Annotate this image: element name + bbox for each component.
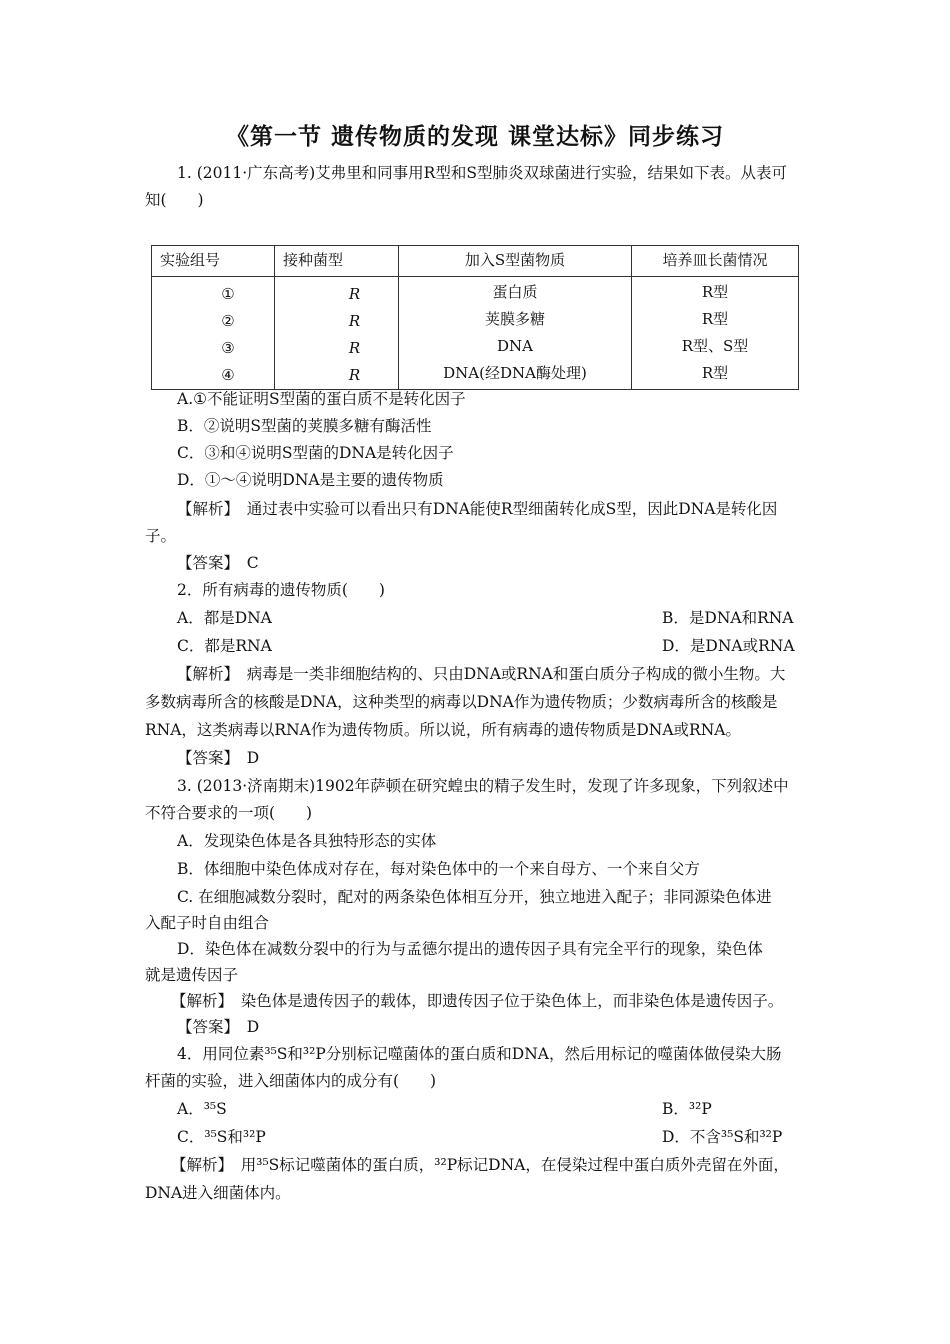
table-body-row [152, 277, 799, 390]
q2-option-b: B．是DNA和RNA [662, 609, 794, 627]
table-header-cell: 培养皿长菌情况 [632, 246, 799, 277]
q4-analysis-line2: DNA进入细菌体内。 [145, 1184, 291, 1202]
q3-stem-line1: 3. (2013·济南期末)1902年萨顿在研究蝗虫的精子发生时，发现了许多现象，下列叙述中 [177, 777, 789, 795]
table-cell: ④ [221, 366, 235, 384]
q1-analysis-line2: 子。 [145, 527, 177, 545]
q4-stem-line1: 4．用同位素³⁵S和³²P分别标记噬菌体的蛋白质和DNA，然后用标记的噬菌体做侵染大肠 [177, 1045, 782, 1063]
table-col-id [152, 277, 275, 390]
table-cell: R型 [701, 283, 729, 301]
table-cell: R [348, 339, 361, 357]
q2-option-a: A．都是DNA [177, 609, 272, 627]
q3-option-c-line2: 入配子时自由组合 [145, 914, 270, 932]
table-cell: R型、S型 [681, 337, 749, 355]
table-cell: R [348, 285, 361, 303]
q4-option-a: A．³⁵S [177, 1100, 227, 1118]
table-header-row [152, 246, 799, 277]
q3-stem-line2: 不符合要求的一项( ) [145, 804, 313, 822]
table-cell: R型 [701, 310, 729, 328]
q3-option-d-line1: D．染色体在减数分裂中的行为与孟德尔提出的遗传因子具有完全平行的现象，染色体 [177, 940, 763, 958]
q2-answer: 【答案】 D [177, 749, 260, 767]
q2-analysis-line3: RNA，这类病毒以RNA作为遗传物质。所以说，所有病毒的遗传物质是DNA或RNA。 [145, 721, 741, 739]
table-cell: ② [221, 312, 235, 330]
q1-stem-line2: 知( ) [145, 191, 204, 209]
table-cell: R [348, 366, 361, 384]
q1-option-d: D．①～④说明DNA是主要的遗传物质 [177, 471, 444, 489]
experiment-table [151, 245, 799, 390]
table-col-type [275, 277, 399, 390]
q3-analysis: 【解析】 染色体是遗传因子的载体，即遗传因子位于染色体上，而非染色体是遗传因子。 [171, 992, 784, 1010]
table-cell: 蛋白质 [492, 283, 538, 301]
q2-analysis-line1: 【解析】 病毒是一类非细胞结构的、只由DNA或RNA和蛋白质分子构成的微小生物。大 [177, 665, 786, 683]
q3-option-d-line2: 就是遗传因子 [145, 966, 239, 984]
q3-option-c-line1: C. 在细胞减数分裂时，配对的两条染色体相互分开，独立地进入配子；非同源染色体进 [177, 888, 772, 906]
table-cell: R [348, 312, 361, 330]
table-cell: ① [221, 285, 235, 303]
table-cell: R型 [701, 364, 729, 382]
q3-option-a: A．发现染色体是各具独特形态的实体 [177, 832, 437, 850]
table-col-added [399, 277, 632, 390]
q2-option-c: C．都是RNA [177, 637, 272, 655]
q1-analysis-line1: 【解析】 通过表中实验可以看出只有DNA能使R型细菌转化成S型，因此DNA是转化因 [177, 500, 778, 518]
table-header-cell: 实验组号 [152, 246, 275, 277]
table-cell: 荚膜多糖 [484, 310, 545, 328]
q4-option-b: B．³²P [662, 1100, 712, 1118]
q4-option-c: C．³⁵S和³²P [177, 1128, 266, 1146]
q4-stem-line2: 杆菌的实验，进入细菌体内的成分有( ) [145, 1072, 437, 1090]
q2-option-d: D．是DNA或RNA [662, 637, 795, 655]
table-cell: DNA(经DNA酶处理) [443, 364, 587, 382]
page-title: 《第一节 遗传物质的发现 课堂达标》同步练习 [225, 124, 724, 150]
table-header-cell: 接种菌型 [275, 246, 399, 277]
q2-analysis-line2: 多数病毒所含的核酸是DNA，这种类型的病毒以DNA作为遗传物质；少数病毒所含的核酸是 [145, 693, 778, 711]
table-col-result [632, 277, 799, 390]
q1-answer: 【答案】 C [177, 554, 259, 572]
q1-stem-line1: 1. (2011·广东高考)艾弗里和同事用R型和S型肺炎双球菌进行实验，结果如下表。从表可 [177, 164, 787, 182]
table-cell: ③ [221, 339, 235, 357]
table-header-cell: 加入S型菌物质 [399, 246, 632, 277]
table-cell: DNA [497, 337, 533, 355]
q1-option-c: C．③和④说明S型菌的DNA是转化因子 [177, 444, 454, 462]
q4-option-d: D．不含³⁵S和³²P [662, 1128, 783, 1146]
q1-option-b: B．②说明S型菌的荚膜多糖有酶活性 [177, 417, 432, 435]
q4-analysis-line1: 【解析】 用³⁵S标记噬菌体的蛋白质，³²P标记DNA，在侵染过程中蛋白质外壳留在外面， [171, 1156, 789, 1174]
q3-answer: 【答案】 D [177, 1018, 260, 1036]
q1-option-a: A.①不能证明S型菌的蛋白质不是转化因子 [177, 390, 466, 408]
q2-stem: 2．所有病毒的遗传物质( ) [177, 581, 385, 599]
q3-option-b: B．体细胞中染色体成对存在，每对染色体中的一个来自母方、一个来自父方 [177, 860, 700, 878]
